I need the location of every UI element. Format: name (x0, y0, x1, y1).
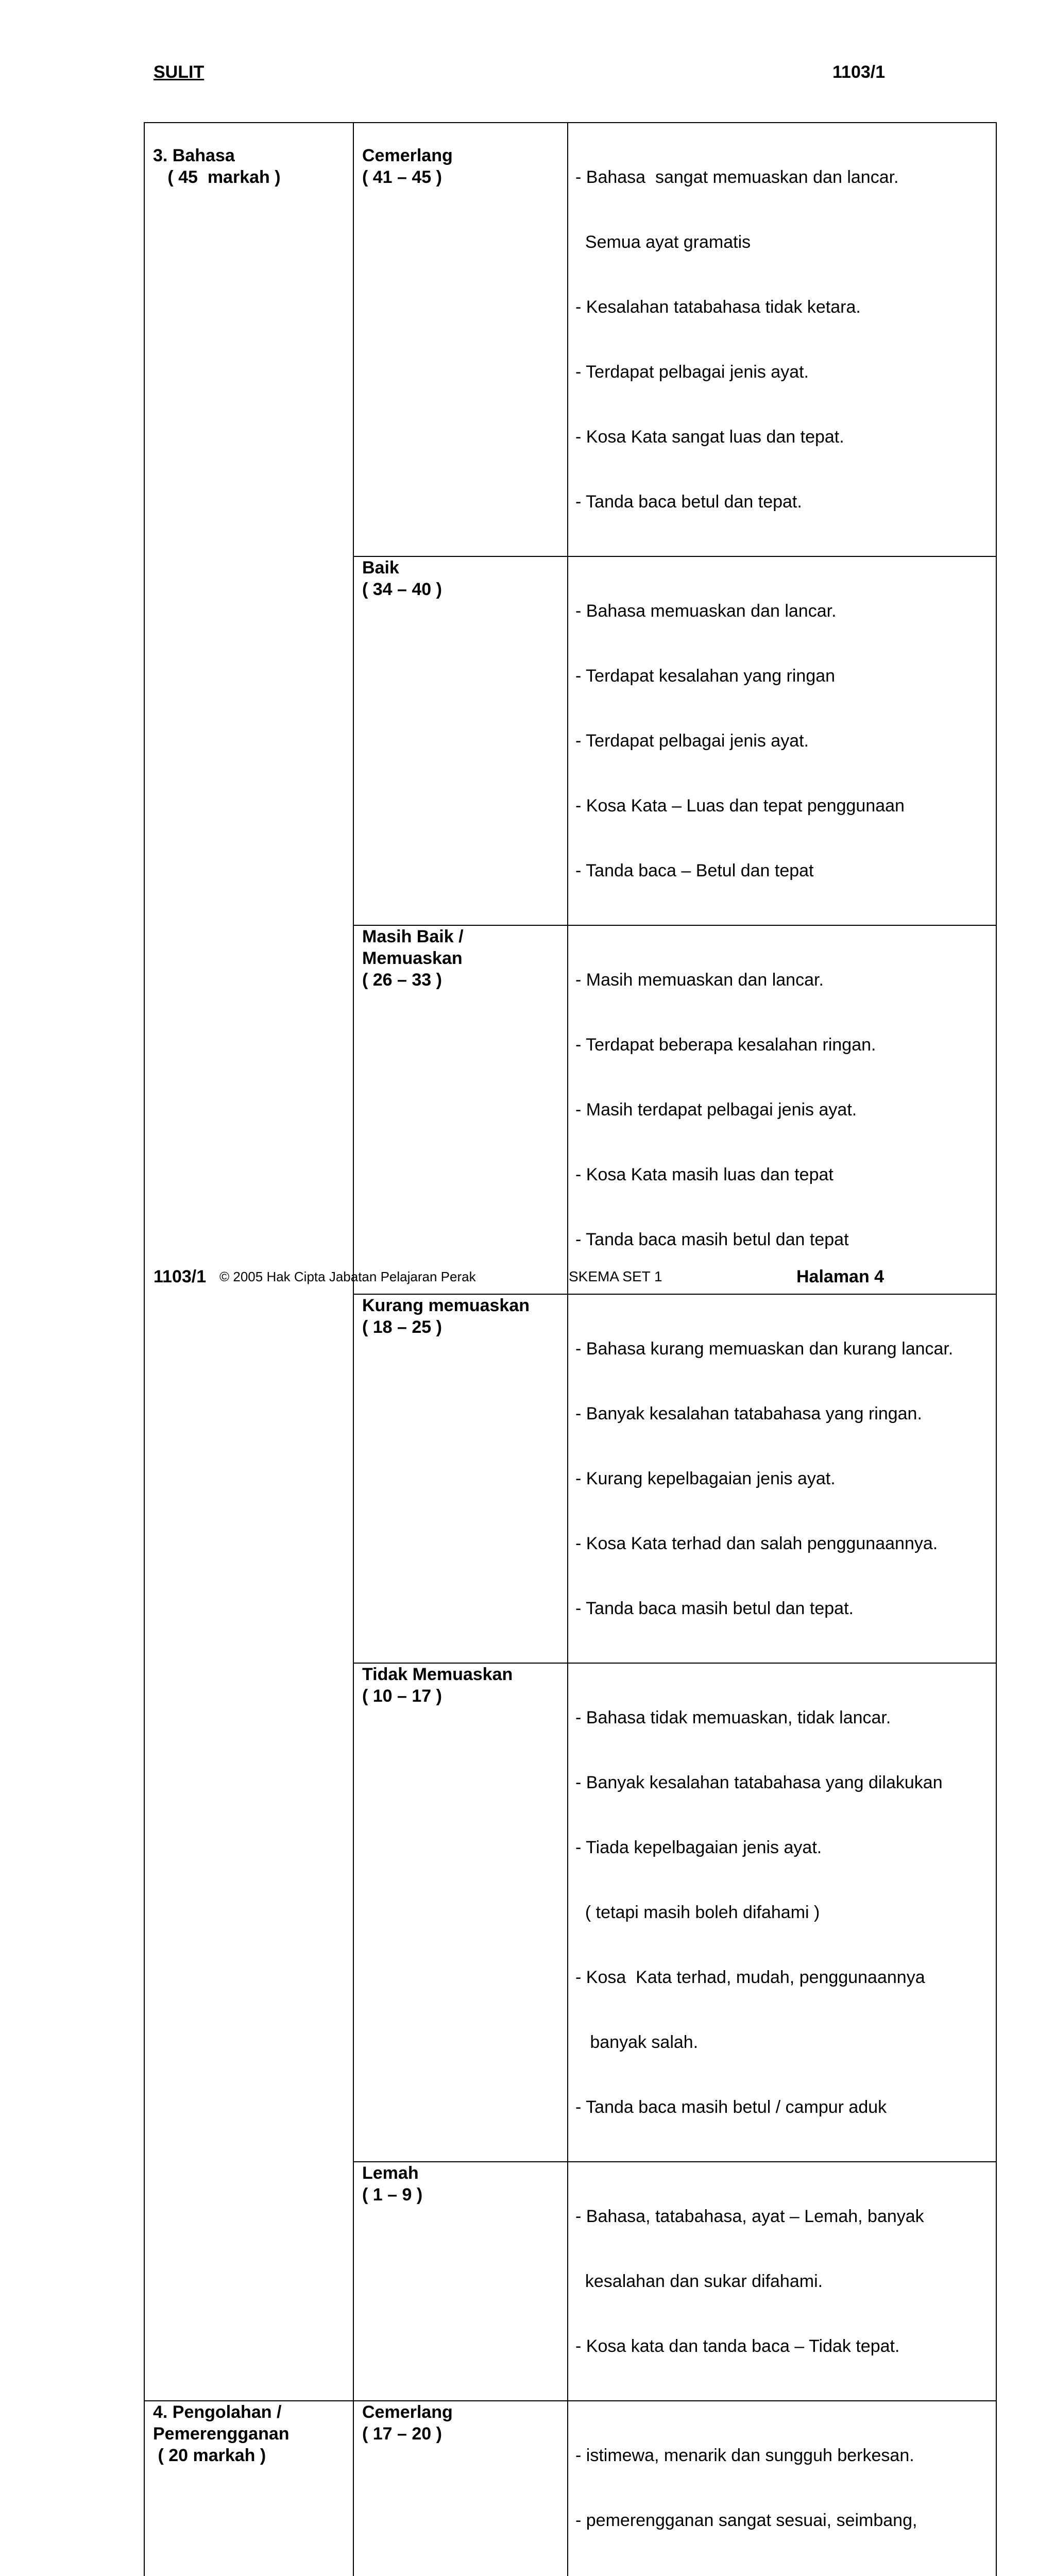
criterion-title: 3. Bahasa (153, 146, 235, 165)
band-range: ( 1 – 9 ) (362, 2185, 423, 2205)
criterion-marks: ( 45 markah ) (153, 167, 281, 187)
descriptor-cell (568, 2401, 996, 2576)
descriptor-cell (568, 1294, 996, 1663)
footer-scheme-label: SKEMA SET 1 (569, 1268, 662, 1284)
descriptor-line: - Masih memuaskan dan lancar. (575, 970, 824, 990)
band-label: Cemerlang (362, 2402, 453, 2422)
descriptor-line: - istimewa, menarik dan sungguh berkesan. (575, 2446, 914, 2465)
descriptor-line: - Kosa Kata sangat luas dan tepat. (575, 427, 844, 447)
band-label: Kurang memuaskan (362, 1296, 530, 1315)
descriptor-line: - Banyak kesalahan tatabahasa yang dilakukan (575, 1773, 943, 1792)
footer-paper-code: 1103/1 (154, 1267, 207, 1286)
criterion-title: 4. Pengolahan / (153, 2402, 282, 2422)
band-cell (353, 1663, 568, 2162)
descriptor-cell (568, 123, 996, 556)
band-label: Tidak Memuaskan (362, 1665, 513, 1684)
descriptor-line: - pemerengganan sangat sesuai, seimbang, (575, 2511, 917, 2530)
descriptor-line: ( tetapi masih boleh difahami ) (575, 1903, 820, 1922)
descriptor-line: - Kesalahan tatabahasa tidak ketara. (575, 297, 861, 317)
criterion-marks: ( 20 markah ) (153, 2446, 266, 2465)
descriptor-cell (568, 2162, 996, 2401)
band-range: ( 18 – 25 ) (362, 1317, 442, 1337)
descriptor-line: - Tanda baca – Betul dan tepat (575, 861, 814, 880)
band-range: ( 17 – 20 ) (362, 2424, 442, 2444)
band-cell (353, 2401, 568, 2576)
band-range: ( 41 – 45 ) (362, 167, 442, 187)
descriptor-line: - Kosa Kata – Luas dan tepat penggunaan (575, 796, 905, 816)
descriptor-line: - Masih terdapat pelbagai jenis ayat. (575, 1100, 857, 1120)
band-label: Memuaskan (362, 948, 463, 968)
paper-code: 1103/1 (832, 62, 886, 82)
descriptor-line: - Bahasa sangat memuaskan dan lancar. (575, 167, 899, 187)
descriptor-line: - Bahasa memuaskan dan lancar. (575, 601, 837, 621)
descriptor-line: - Kosa kata dan tanda baca – Tidak tepat. (575, 2336, 900, 2356)
classification-label: SULIT (154, 62, 205, 82)
descriptor-line: kesalahan dan sukar difahami. (575, 2272, 823, 2291)
criterion-title: Pemerengganan (153, 2424, 290, 2444)
descriptor-line: - Kosa Kata terhad dan salah penggunaannya. (575, 1534, 938, 1553)
criterion-pengolahan (144, 2401, 353, 2576)
band-cell (353, 123, 568, 556)
band-label: Cemerlang (362, 146, 453, 165)
descriptor-line: - Tanda baca betul dan tepat. (575, 492, 802, 512)
descriptor-line: - Bahasa, tatabahasa, ayat – Lemah, banyak (575, 2207, 924, 2226)
criterion-bahasa (144, 123, 353, 2401)
descriptor-line: - Terdapat beberapa kesalahan ringan. (575, 1035, 876, 1055)
descriptor-line: - Terdapat pelbagai jenis ayat. (575, 731, 809, 751)
descriptor-line (575, 2574, 996, 2576)
band-label: Baik (362, 558, 399, 578)
descriptor-line: - Terdapat kesalahan yang ringan (575, 666, 836, 686)
descriptor-line: - Kosa Kata masih luas dan tepat (575, 1165, 833, 1184)
descriptor-line: - Bahasa tidak memuaskan, tidak lancar. (575, 1708, 891, 1727)
band-cell (353, 2162, 568, 2401)
band-label: Masih Baik / (362, 927, 464, 946)
marking-rubric-table (144, 122, 996, 2576)
descriptor-line: - Tanda baca masih betul dan tepat (575, 1230, 849, 1249)
band-cell (353, 1294, 568, 1663)
band-cell (353, 556, 568, 925)
descriptor-line: - Tanda baca masih betul / campur aduk (575, 2097, 887, 2117)
descriptor-cell (568, 1663, 996, 2162)
descriptor-line: - Kurang kepelbagaian jenis ayat. (575, 1469, 836, 1488)
descriptor-cell (568, 925, 996, 1294)
rubric-row (144, 123, 996, 556)
descriptor-line: - Bahasa kurang memuaskan dan kurang lancar. (575, 1339, 954, 1359)
band-label: Lemah (362, 2163, 419, 2183)
descriptor-line: Semua ayat gramatis (575, 232, 751, 252)
rubric-row (144, 2401, 996, 2576)
band-range: ( 34 – 40 ) (362, 580, 442, 599)
descriptor-line: - Tanda baca masih betul dan tepat. (575, 1599, 854, 1618)
descriptor-line: - Kosa Kata terhad, mudah, penggunaannya (575, 1968, 925, 1987)
descriptor-cell (568, 556, 996, 925)
descriptor-line: - Terdapat pelbagai jenis ayat. (575, 362, 809, 382)
band-range: ( 10 – 17 ) (362, 1686, 442, 1706)
footer-copyright: © 2005 Hak Cipta Jabatan Pelajaran Perak (219, 1269, 476, 1284)
footer-page-number: Halaman 4 (796, 1267, 884, 1286)
band-cell (353, 925, 568, 1294)
band-range: ( 26 – 33 ) (362, 970, 442, 990)
descriptor-line: - Tiada kepelbagaian jenis ayat. (575, 1838, 822, 1857)
descriptor-line: banyak salah. (575, 2032, 699, 2052)
descriptor-line: - Banyak kesalahan tatabahasa yang ringan. (575, 1404, 922, 1423)
